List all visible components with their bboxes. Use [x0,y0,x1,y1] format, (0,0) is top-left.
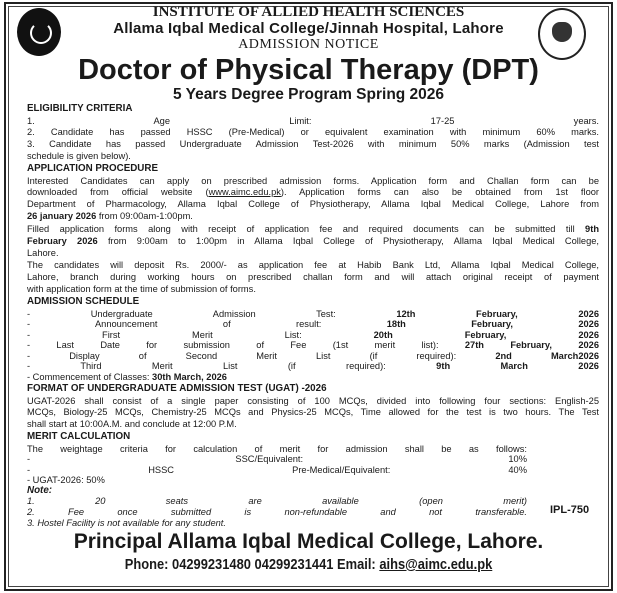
text-segment: downloaded from official website ( [27,187,209,198]
text-line [27,309,599,320]
principal-signature-line: Principal Allama Iqbal Medical College, Lahore. [73,530,544,553]
emphasized-text: 27th February, 2026 [464,340,599,351]
text-segment: MCQs, Biology-25 MCQs, Chemistry-25 MCQs and Physics-25 MCQs, Time allowed for the test is two hours. The Test [27,407,599,418]
text-line [27,224,599,236]
ugat-section [27,383,599,431]
text-line [27,330,599,341]
text-line [27,419,599,431]
text-line [27,396,599,408]
text-segment: from 09:00am-1:00pm. [96,210,193,221]
emphasized-text: 12th February, 2026 [396,308,600,319]
text-segment: - First Merit List: [27,329,374,340]
emphasized-text: 26 january 2026 [27,210,97,221]
text-line [27,248,599,260]
text-segment: - Third Merit List (if required): [27,361,437,372]
page-title: Doctor of Physical Therapy (DPT) [78,54,539,86]
program-subtitle: 5 Years Degree Program Spring 2026 [172,86,445,103]
notice-label: ADMISSION NOTICE [238,37,379,52]
college-name: Allama Iqbal Medical College/Jinnah Hospital, Lahore [113,20,504,37]
section-heading: MERIT CALCULATION [27,431,131,442]
text-line [27,319,599,330]
text-line [27,260,599,272]
text-segment: Department of Pharmacology, Allama Iqbal College of Physiotherapy, Allama Iqbal Medical College, Lahore from [27,198,599,209]
text-segment: ). Application forms can also be obtained from 1st floor [280,187,600,198]
text-line [27,236,599,248]
text-segment: 1. 20 seats are available (open merit) [27,496,527,507]
section-heading: FORMAT OF UNDERGRADUATE ADMISSION TEST (UGAT) -2026 [27,383,327,394]
phone-numbers: Phone: 04299231480 04299231441 Email: [124,556,380,573]
text-segment: Lahore. [27,247,59,258]
text-segment: - HSSC Pre-Medical/Equivalent: 40% [27,464,527,475]
text-line [27,454,527,465]
text-segment: Lahore, branch during working hours on prescribed challan form and will attach original receipt of payment [27,272,599,282]
section-heading: ADMISSION SCHEDULE [27,296,140,307]
text-line [27,199,599,211]
text-segment: 2. Fee once submitted is non-refundable and not transferable. [27,507,527,518]
text-segment: - UGAT-2026: 50% [27,475,105,486]
text-segment: - SSC/Equivalent: 10% [27,454,527,465]
section-heading: ELIGIBILITY CRITERIA [27,103,133,114]
website-link[interactable]: www.aimc.edu.pk [208,187,281,198]
text-segment: schedule is given below). [27,150,131,161]
text-line [27,496,527,507]
application-section [27,163,599,295]
reference-code: IPL-750 [550,504,590,516]
text-line [27,361,599,372]
section-heading: APPLICATION PROCEDURE [27,163,158,174]
text-segment: - Announcement of result: [27,319,387,330]
text-line [27,116,599,128]
text-segment: - Commencement of Classes: [27,372,153,383]
text-segment: from 9:00am to 1:00pm in Allama Iqbal College of Physiotherapy, Allama Iqbal Medical College, [97,235,600,246]
contact-line [43,556,574,574]
text-line [27,407,599,419]
text-line [27,475,527,486]
text-segment: 3. Hostel Facility is not available for any student. [27,517,226,528]
schedule-section [27,296,599,383]
text-line [27,465,527,476]
text-segment: - Last Date for submission of Fee (1st merit list): [27,340,465,351]
note-heading: Note: [27,484,53,496]
text-line [27,211,599,223]
emphasized-text: 30th March, 2026 [152,372,227,383]
merit-section [27,431,527,528]
text-segment: The candidates will deposit Rs. 2000/- as application fee at Habib Bank Ltd, Allama Iqbal Medical College, [27,260,599,271]
emphasized-text: 9th [585,224,599,235]
emphasized-text: 2nd March2026 [495,350,600,361]
text-segment: - Display of Second Merit List (if required): [27,350,496,361]
text-line [27,372,599,383]
email-link[interactable]: aihs@aimc.edu.pk [379,556,493,573]
emphasized-text: 9th March 2026 [436,361,599,372]
text-line [27,507,527,518]
text-segment: Filled application forms along with receipt of application fee and required documents can be submitted till [27,224,586,235]
text-segment: Interested Candidates can apply on prescribed admission forms. Application form and Challan form can be [27,175,599,186]
text-segment: 2. Candidate has passed HSSC (Pre-Medical) or equivalent examination with minimum 60% marks. [27,127,599,138]
text-line [27,351,599,362]
eligibility-section [27,103,599,162]
text-line [27,151,599,163]
emphasized-text: 20th February, 2026 [373,329,599,340]
text-line [27,444,527,455]
text-segment: 3. Candidate has passed Undergraduate Admission Test-2026 with minimum 50% marks (Admission test [27,138,599,149]
text-segment: shall start at 10:00A.M. and conclude at 12:00 P.M. [27,418,237,429]
text-segment: UGAT-2026 shall consist of a single paper consisting of 100 MCQs, divided into following four sections: English-25 [27,395,599,406]
text-line [27,176,599,188]
text-line [27,340,599,351]
text-line [27,272,599,284]
text-line [27,284,599,296]
text-line [27,127,599,139]
emphasized-text: February 2026 [27,235,98,246]
text-line [27,139,599,151]
text-segment: The weightage criteria for calculation of merit for admission shall be as follows: [27,443,527,454]
text-line [27,518,527,529]
text-segment: with application form at the time of submission of forms. [27,283,256,294]
text-segment: - Undergraduate Admission Test: [27,308,397,319]
text-segment: 1. Age Limit: 17-25 years. [27,115,599,126]
institute-name: INSTITUTE OF ALLIED HEALTH SCIENCES [152,4,465,20]
text-line [27,187,599,199]
emphasized-text: 18th February, 2026 [386,319,599,330]
